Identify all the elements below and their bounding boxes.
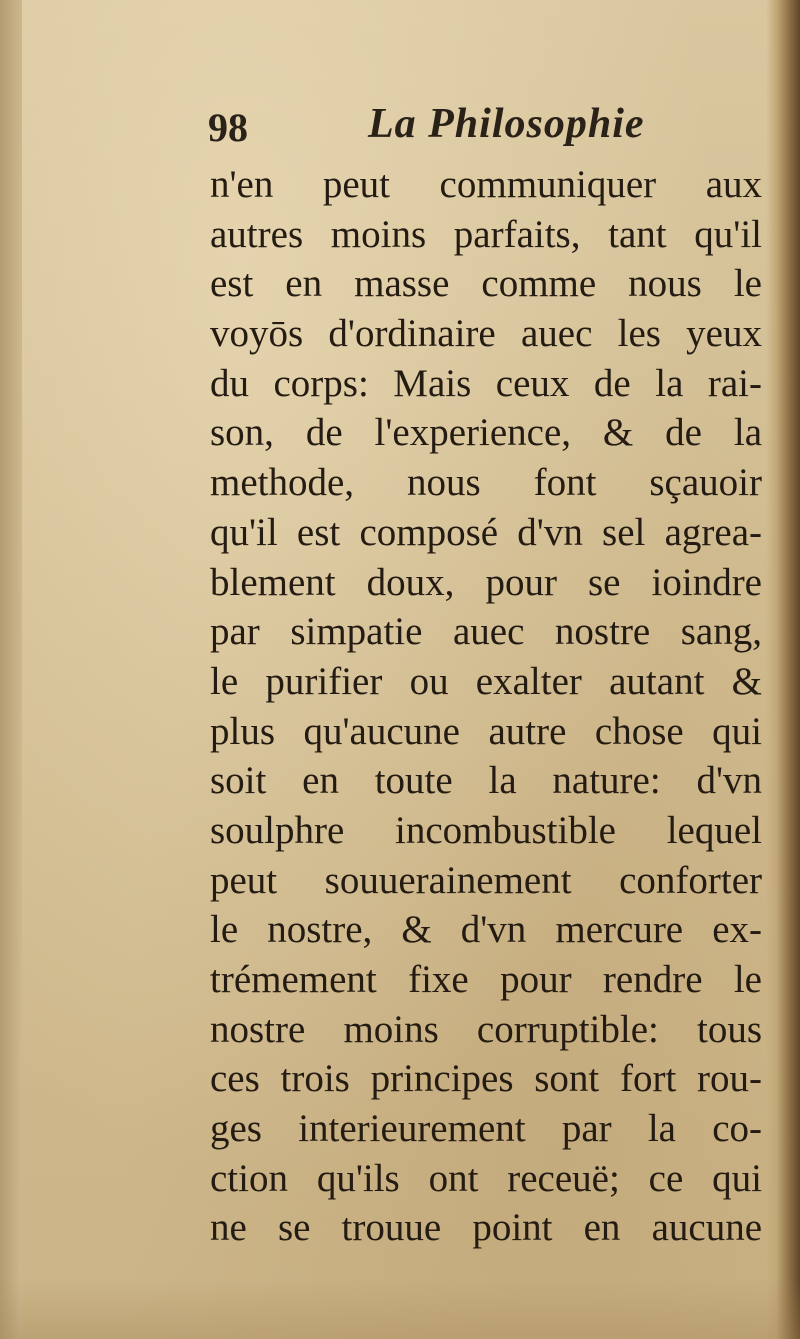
text-line: est en masse comme nous le [210,262,762,306]
text-line: le nostre, & d'vn mercure ex- [210,908,762,952]
body-text [210,160,762,1253]
text-line: blement doux, pour se ioindre [210,560,762,604]
text-line: qu'il est composé d'vn sel agrea- [210,510,762,554]
text-line: autres moins parfaits, tant qu'il [210,212,762,256]
page-number: 98 [208,105,248,150]
text-line: soit en toute la nature: d'vn [210,759,762,803]
text-line: ges interieurement par la co- [210,1107,762,1151]
text-line: methode, nous font sçauoir [210,461,762,505]
text-line: son, de l'experience, & de la [210,411,762,455]
text-line: ces trois principes sont fort rou- [210,1057,762,1101]
text-line: plus qu'aucune autre chose qui [210,709,762,753]
page-left-edge [0,0,22,1339]
text-line: trémement fixe pour rendre le [210,958,762,1001]
text-line: par simpatie auec nostre sang, [210,610,762,654]
text-line: peut souuerainement conforter [210,858,762,902]
text-line: nostre moins corruptible: tous [210,1007,762,1051]
page-header [208,100,768,160]
text-line: ction qu'ils ont receuë; ce qui [210,1156,762,1200]
text-line: voyōs d'ordinaire auec les yeux [210,312,762,356]
running-head: La Philosophie [368,101,645,147]
text-line: ne se trouue point en aucune [210,1206,762,1250]
text-line: le purifier ou exalter autant & [210,659,762,703]
page-gutter-shadow [766,0,800,1339]
text-line: du corps: Mais ceux de la rai- [210,361,762,405]
text-line: soulphre incombustible lequel [210,808,762,852]
page-bottom-shading [0,1279,800,1339]
text-line: n'en peut communiquer aux [210,163,762,206]
